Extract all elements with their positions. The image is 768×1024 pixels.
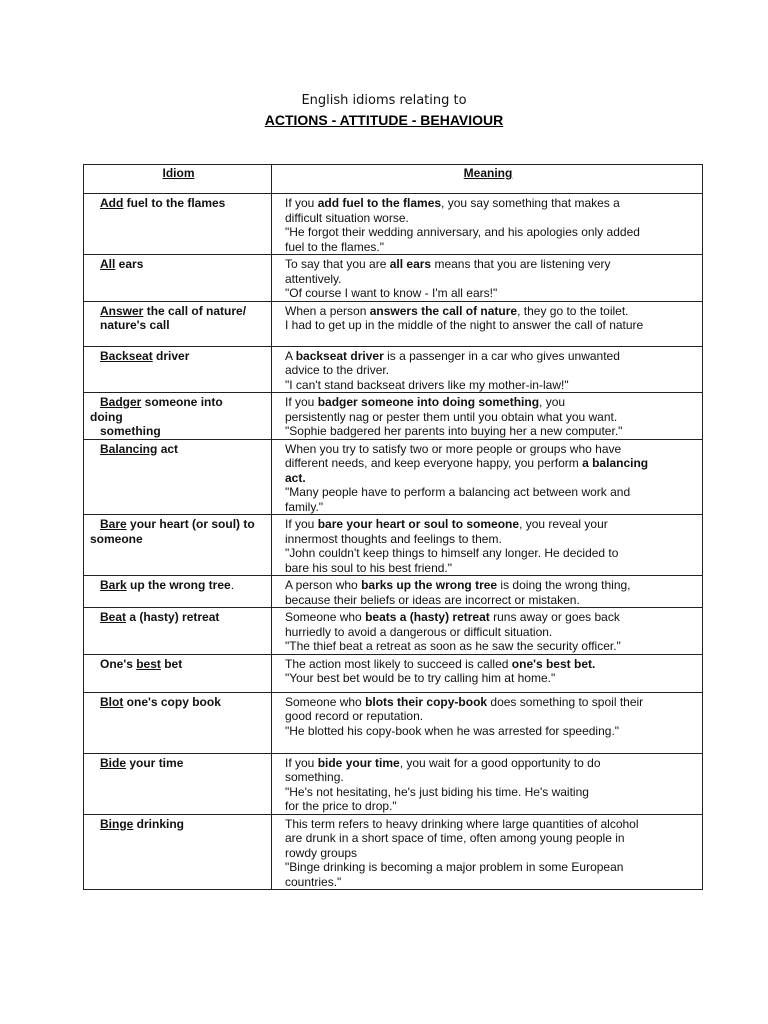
idiom-keyword: Bide	[100, 755, 127, 770]
idiom-text: .	[230, 578, 235, 592]
meaning-text: , you say something that makes a	[441, 196, 620, 210]
meaning-cell	[272, 814, 703, 890]
meaning-text: "Many people have to perform a balancing act between work and	[285, 485, 631, 499]
table-row	[84, 515, 703, 576]
meaning-line	[285, 485, 698, 500]
meaning-text: rowdy groups	[285, 845, 358, 860]
meaning-line	[285, 785, 698, 800]
meaning-line	[285, 860, 698, 875]
idiom-text: something	[100, 424, 161, 438]
table-row	[84, 814, 703, 890]
idiom-cell	[84, 346, 272, 393]
meaning-line	[285, 846, 698, 861]
meaning-text: "The thief beat a retreat as soon as he saw the security officer."	[285, 639, 621, 653]
document-title: ACTIONS - ATTITUDE - BEHAVIOUR	[264, 112, 504, 128]
meaning-text: When a person	[285, 303, 370, 318]
meaning-text: good record or reputation.	[285, 709, 424, 723]
meaning-cell	[272, 692, 703, 753]
meaning-line	[285, 578, 698, 593]
idiom-cell	[84, 515, 272, 576]
table-header-row	[84, 165, 703, 194]
idiom-keyword: Bare	[100, 517, 127, 531]
meaning-bold-phrase: add fuel to the flames	[317, 196, 442, 210]
table-row	[84, 346, 703, 393]
meaning-text: "I can't stand backseat drivers like my mother-in-law!"	[285, 377, 569, 392]
meaning-text: advice to the driver.	[285, 363, 390, 377]
meaning-text: persistently nag or pester them until you obtain what you want.	[285, 409, 618, 424]
meaning-line	[285, 639, 698, 654]
table-row	[84, 576, 703, 608]
meaning-line	[285, 671, 698, 686]
meaning-text: for the price to drop."	[285, 799, 397, 813]
idiom-text: act	[157, 441, 179, 456]
meaning-text: runs away or goes back	[489, 610, 620, 624]
meaning-cell	[272, 608, 703, 655]
meaning-line	[285, 456, 698, 471]
meaning-text: are drunk in a short space of time, often among young people in	[285, 831, 625, 845]
meaning-text: A person who	[285, 578, 362, 592]
meaning-line	[285, 724, 698, 739]
meaning-bold-phrase: bide your time	[317, 755, 400, 770]
meaning-text: "Of course I want to know - I'm all ears!"	[285, 286, 498, 300]
meaning-text: is a passenger in a car who gives unwanted	[383, 348, 620, 363]
meaning-text: "He forgot their wedding anniversary, and his apologies only added	[285, 225, 640, 239]
meaning-text: "John couldn't keep things to himself any longer. He decided to	[285, 546, 619, 560]
idiom-cell	[84, 753, 272, 814]
table-row	[84, 393, 703, 440]
meaning-text: , you reveal your	[519, 517, 608, 531]
meaning-bold-phrase: one's best bet.	[511, 656, 596, 671]
meaning-text: "Sophie badgered her parents into buying her a new computer."	[285, 424, 623, 438]
meaning-cell	[272, 654, 703, 692]
meaning-text: does something to spoil their	[487, 694, 644, 709]
meaning-text: fuel to the flames."	[285, 239, 384, 254]
idiom-text: your time	[126, 755, 184, 770]
meaning-text: If you	[285, 196, 318, 210]
meaning-cell	[272, 515, 703, 576]
meaning-cell	[272, 753, 703, 814]
meaning-line	[285, 756, 698, 771]
meaning-line	[285, 799, 698, 814]
meaning-line	[285, 517, 698, 532]
idiom-keyword: Backseat	[100, 348, 153, 363]
meaning-text: hurriedly to avoid a dangerous or difficult situation.	[285, 624, 553, 639]
meaning-line	[285, 817, 698, 832]
meaning-line	[285, 875, 698, 890]
table-row	[84, 753, 703, 814]
meaning-text: is doing the wrong thing,	[497, 578, 631, 592]
meaning-text: , you	[539, 395, 566, 409]
meaning-text: When you try to satisfy two or more people or groups who have	[285, 441, 622, 456]
meaning-cell	[272, 393, 703, 440]
idiom-text: someone into	[141, 395, 223, 409]
meaning-line	[285, 695, 698, 710]
meaning-text: "He blotted his copy-book when he was arrested for speeding."	[285, 723, 620, 738]
idiom-cell	[84, 608, 272, 655]
meaning-cell	[272, 439, 703, 515]
idiom-keyword: Binge	[100, 816, 134, 831]
idiom-cell	[84, 576, 272, 608]
meaning-cell	[272, 576, 703, 608]
meaning-line	[285, 546, 698, 561]
idiom-text: one's copy book	[123, 694, 221, 709]
idiom-cell	[84, 301, 272, 346]
idiom-cell	[84, 439, 272, 515]
meaning-text: attentively.	[285, 271, 342, 286]
table-row	[84, 194, 703, 255]
idiom-text: bet	[160, 656, 183, 671]
meaning-bold-phrase: all ears	[389, 257, 432, 271]
meaning-bold-phrase: backseat driver	[295, 348, 384, 363]
meaning-text: If you	[285, 517, 318, 531]
meaning-line	[285, 378, 698, 393]
meaning-line	[285, 363, 698, 378]
idiom-keyword: Beat	[100, 610, 127, 624]
meaning-text: family."	[285, 499, 324, 514]
meaning-text: I had to get up in the middle of the night to answer the call of nature	[285, 318, 644, 332]
meaning-bold-phrase: beats a (hasty) retreat	[365, 610, 490, 624]
meaning-bold-phrase: badger someone into doing something	[317, 395, 540, 409]
meaning-line	[285, 257, 698, 272]
idiom-cell	[84, 194, 272, 255]
meaning-cell	[272, 255, 703, 302]
meaning-text: A	[285, 348, 296, 363]
meaning-line	[285, 240, 698, 255]
meaning-text: bare his soul to his best friend."	[285, 560, 453, 575]
table-row	[84, 608, 703, 655]
column-header-idiom: Idiom	[84, 165, 272, 194]
table-row	[84, 654, 703, 692]
idiom-text: driver	[152, 348, 190, 363]
idiom-keyword: Bark	[100, 578, 127, 592]
table-row	[84, 255, 703, 302]
meaning-cell	[272, 194, 703, 255]
meaning-line	[285, 442, 698, 457]
idiom-text: someone	[90, 531, 143, 546]
meaning-line	[285, 196, 698, 211]
table-row	[84, 692, 703, 753]
idiom-cell	[84, 654, 272, 692]
meaning-text: This term refers to heavy drinking where large quantities of alcohol	[285, 816, 639, 831]
meaning-text: "He's not hesitating, he's just biding his time. He's waiting	[285, 784, 589, 799]
meaning-text: countries."	[285, 874, 342, 889]
meaning-line	[285, 593, 698, 608]
meaning-line	[285, 272, 698, 287]
meaning-line	[285, 424, 698, 439]
idiom-text: drinking	[133, 816, 185, 831]
idiom-keyword: Answer	[100, 303, 144, 318]
meaning-line	[285, 625, 698, 640]
meaning-bold-phrase: barks up the wrong tree	[361, 578, 498, 592]
table-row	[84, 439, 703, 515]
meaning-line	[285, 211, 698, 226]
idiom-keyword: Badger	[100, 395, 142, 409]
meaning-text: because their beliefs or ideas are incorrect or mistaken.	[285, 592, 580, 607]
meaning-text: , you wait for a good opportunity to do	[399, 755, 601, 770]
idiom-cell	[84, 393, 272, 440]
idiom-keyword: All	[100, 257, 116, 271]
meaning-line	[285, 304, 698, 319]
idiom-keyword: best	[136, 656, 161, 671]
meaning-bold-phrase: answers the call of nature	[369, 303, 518, 318]
meaning-line	[285, 471, 698, 486]
meaning-text: difficult situation worse.	[285, 210, 409, 225]
table-row	[84, 301, 703, 346]
meaning-line	[285, 610, 698, 625]
idiom-cell	[84, 692, 272, 753]
meaning-bold-phrase: act.	[285, 470, 306, 485]
meaning-line	[285, 286, 698, 301]
meaning-line	[285, 532, 698, 547]
meaning-text: different needs, and keep everyone happy, you perform	[285, 456, 583, 470]
meaning-line	[285, 500, 698, 515]
idiom-keyword: Add	[100, 196, 124, 210]
meaning-line	[285, 770, 698, 785]
meaning-text: "Binge drinking is becoming a major problem in some European	[285, 860, 624, 874]
meaning-line	[285, 561, 698, 576]
meaning-line	[285, 410, 698, 425]
meaning-text: The action most likely to succeed is called	[285, 656, 512, 671]
meaning-text: If you	[285, 755, 318, 770]
meaning-line	[285, 831, 698, 846]
meaning-cell	[272, 301, 703, 346]
meaning-line	[285, 709, 698, 724]
idiom-cell	[84, 255, 272, 302]
meaning-text: "Your best bet would be to try calling him at home."	[285, 671, 556, 685]
meaning-line	[285, 349, 698, 364]
meaning-line	[285, 657, 698, 672]
idiom-text: ears	[115, 257, 144, 271]
idiom-cell	[84, 814, 272, 890]
idiom-text: nature's call	[100, 318, 170, 332]
meaning-bold-phrase: bare your heart or soul to someone	[317, 517, 520, 531]
meaning-text: Someone who	[285, 694, 366, 709]
meaning-cell	[272, 346, 703, 393]
meaning-text: means that you are listening very	[431, 257, 611, 271]
meaning-text: Someone who	[285, 610, 366, 624]
meaning-text: innermost thoughts and feelings to them.	[285, 531, 502, 546]
table-body	[84, 194, 703, 890]
idiom-text: up the wrong tree	[126, 578, 231, 592]
idiom-keyword: Balancing	[100, 441, 158, 456]
meaning-line	[285, 318, 698, 333]
meaning-text: To say that you are	[285, 257, 390, 271]
idiom-text: your heart (or soul) to	[126, 517, 255, 531]
idiom-text: fuel to the flames	[123, 196, 226, 210]
meaning-text: If you	[285, 395, 318, 409]
meaning-line	[285, 395, 698, 410]
idiom-text: a (hasty) retreat	[126, 610, 220, 624]
meaning-text: , they go to the toilet.	[517, 303, 629, 318]
meaning-bold-phrase: a balancing	[582, 456, 649, 470]
meaning-line	[285, 225, 698, 240]
document-subtitle: English idioms relating to	[301, 93, 467, 108]
idiom-keyword: Blot	[100, 694, 124, 709]
idiom-text: the call of nature/	[143, 303, 247, 318]
meaning-text: something.	[285, 770, 344, 784]
idioms-table	[83, 164, 703, 890]
idiom-text: doing	[90, 409, 123, 424]
idiom-text: One's	[100, 656, 137, 671]
meaning-bold-phrase: blots their copy-book	[365, 694, 488, 709]
column-header-meaning: Meaning	[272, 165, 703, 194]
